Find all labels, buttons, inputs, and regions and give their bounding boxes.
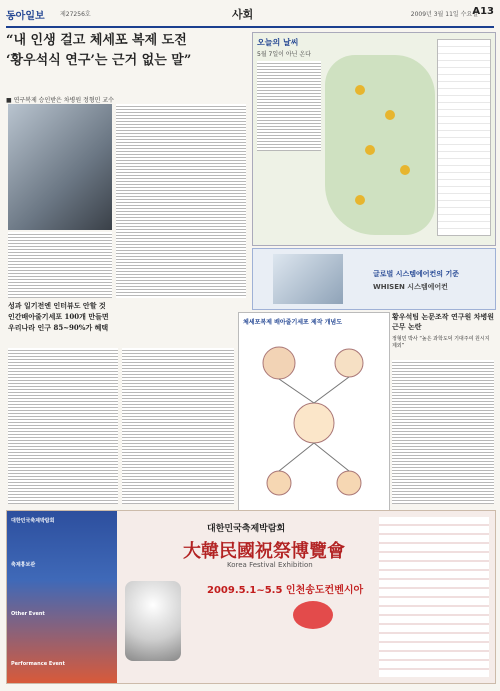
issue-number: 제27256호	[60, 11, 91, 18]
side-article	[392, 312, 494, 350]
festival-tag: Other Event	[11, 611, 45, 617]
sun-icon	[400, 165, 410, 175]
article-text-block	[8, 232, 112, 298]
festival-tag: 축제홍보관	[11, 562, 36, 568]
side-article-headline: 황우석팀 논문조작 연구원 차병원 근무 논란	[392, 312, 494, 331]
festival-logo	[293, 601, 333, 629]
diagram-title: 체세포복제 배아줄기세포 제작 개념도	[243, 319, 343, 326]
dancer-illustration	[125, 581, 181, 661]
sponsor-logos	[379, 517, 489, 677]
festival-english-title: Korea Festival Exhibition	[227, 561, 313, 569]
whisen-ad	[252, 248, 496, 310]
sun-icon	[355, 195, 365, 205]
weather-map	[325, 55, 435, 235]
quote-line-2: 인간배아줄기세포 100개 만들면	[8, 312, 109, 321]
festival-tag: 대한민국축제박람회	[11, 518, 55, 524]
headline-line-2: ‘황우석식 연구’는 근거 없는 말”	[6, 53, 192, 68]
festival-title: 大韓民國祝祭博覽會	[183, 541, 345, 562]
ad-title: 글로벌 시스템에어컨의 기준	[373, 270, 460, 278]
article-text-block	[8, 348, 118, 504]
sun-icon	[355, 85, 365, 95]
issue-date: 2009년 3월 11일 수요일	[410, 11, 478, 18]
portrait-photo	[8, 104, 112, 230]
festival-ad-sidebar	[7, 511, 117, 683]
cloning-diagram	[238, 312, 390, 514]
ad-brand: WHISEN 시스템에어컨	[373, 283, 448, 291]
article-byline: ■ 연구복제 승인받은 차병원 정형민 교수	[6, 97, 114, 104]
sun-icon	[365, 145, 375, 155]
quote-line-1: 성과 일기전엔 인터뷰도 안할 것	[8, 301, 106, 310]
diagram-illustration	[239, 313, 389, 513]
newspaper-logo: 동아일보	[6, 11, 45, 22]
weather-text	[257, 61, 321, 151]
festival-tag: Performance Event	[11, 661, 65, 667]
festival-organizer: 대한민국축제박람회	[207, 524, 286, 534]
weather-panel	[252, 32, 496, 246]
festival-date: 2009.5.1~5.5 인천송도컨벤시아	[207, 585, 364, 596]
article-text-block	[392, 360, 494, 504]
masthead	[6, 4, 494, 28]
quote-line-3: 우리나라 인구 85~90%가 혜택	[8, 323, 109, 332]
article-text-block	[116, 104, 246, 298]
ad-model-photo	[273, 254, 343, 304]
main-headline	[6, 32, 216, 92]
pull-quote	[8, 300, 248, 346]
weather-subtitle: 5월 7일이 아닌 온다	[257, 51, 311, 58]
page-number: A13	[472, 6, 494, 17]
festival-ad	[6, 510, 496, 684]
headline-line-1: “내 인생 걸고 체세포 복제 도전	[6, 33, 187, 48]
article-text-block	[122, 348, 234, 504]
weather-title: 오늘의 날씨	[257, 38, 299, 47]
section-title: 사회	[232, 8, 254, 21]
side-article-subhead: 정형민 박사 “높은 과학도덕 기대주여 원시지 제외”	[392, 336, 490, 349]
sun-icon	[385, 110, 395, 120]
weather-table	[437, 39, 491, 236]
